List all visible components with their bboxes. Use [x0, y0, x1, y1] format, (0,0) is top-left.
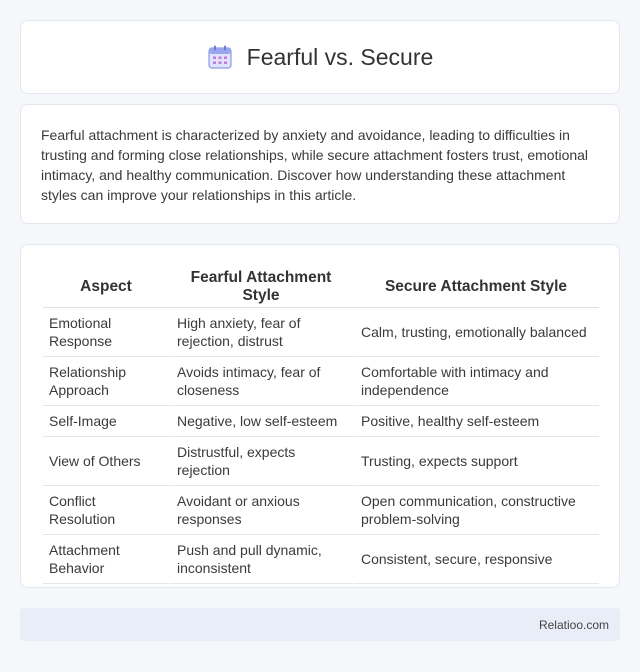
footer — [20, 608, 620, 641]
footer-site-link[interactable]: Relatioo.com — [538, 617, 609, 632]
table-cell-aspect: Self-Image — [43, 406, 169, 437]
comparison-table — [43, 265, 599, 584]
table-row — [43, 486, 599, 535]
table-cell-aspect: Emotional Response — [43, 308, 169, 357]
table-cell-secure: Comfortable with intimacy and independence — [353, 357, 599, 406]
table-header-row — [43, 265, 599, 308]
calendar-icon — [207, 44, 233, 70]
table-row — [43, 406, 599, 437]
table-row — [43, 357, 599, 406]
table-row — [43, 308, 599, 357]
table-cell-secure: Trusting, expects support — [353, 437, 599, 486]
column-header-secure: Secure Attachment Style — [353, 265, 599, 308]
header-card — [20, 20, 620, 94]
table-cell-aspect: Attachment Behavior — [43, 535, 169, 584]
table-card — [20, 244, 620, 588]
table-cell-fearful: Negative, low self-esteem — [169, 406, 353, 437]
table-cell-secure: Positive, healthy self-esteem — [353, 406, 599, 437]
table-cell-fearful: Distrustful, expects rejection — [169, 437, 353, 486]
intro-card — [20, 104, 620, 224]
table-cell-fearful: High anxiety, fear of rejection, distrust — [169, 308, 353, 357]
table-cell-secure: Calm, trusting, emotionally balanced — [353, 308, 599, 357]
intro-text: Fearful attachment is characterized by anxiety and avoidance, leading to difficulties in trusting and forming close relationships, while secure attachment fosters trust, emotional intimacy, and healthy communication. Discover how understanding these attachment styles can improve your relationships in this article. — [41, 127, 589, 203]
table-cell-secure: Open communication, constructive problem-solving — [353, 486, 599, 535]
table-cell-fearful: Avoids intimacy, fear of closeness — [169, 357, 353, 406]
column-header-fearful: Fearful Attachment Style — [169, 265, 353, 308]
table-row — [43, 437, 599, 486]
table-cell-aspect: Conflict Resolution — [43, 486, 169, 535]
table-cell-secure: Consistent, secure, responsive — [353, 535, 599, 584]
page-title: Fearful vs. Secure — [246, 43, 434, 70]
table-row — [43, 535, 599, 584]
table-cell-aspect: View of Others — [43, 437, 169, 486]
table-cell-fearful: Avoidant or anxious responses — [169, 486, 353, 535]
table-cell-fearful: Push and pull dynamic, inconsistent — [169, 535, 353, 584]
column-header-aspect: Aspect — [43, 265, 169, 308]
title-wrap — [207, 44, 434, 71]
table-cell-aspect: Relationship Approach — [43, 357, 169, 406]
